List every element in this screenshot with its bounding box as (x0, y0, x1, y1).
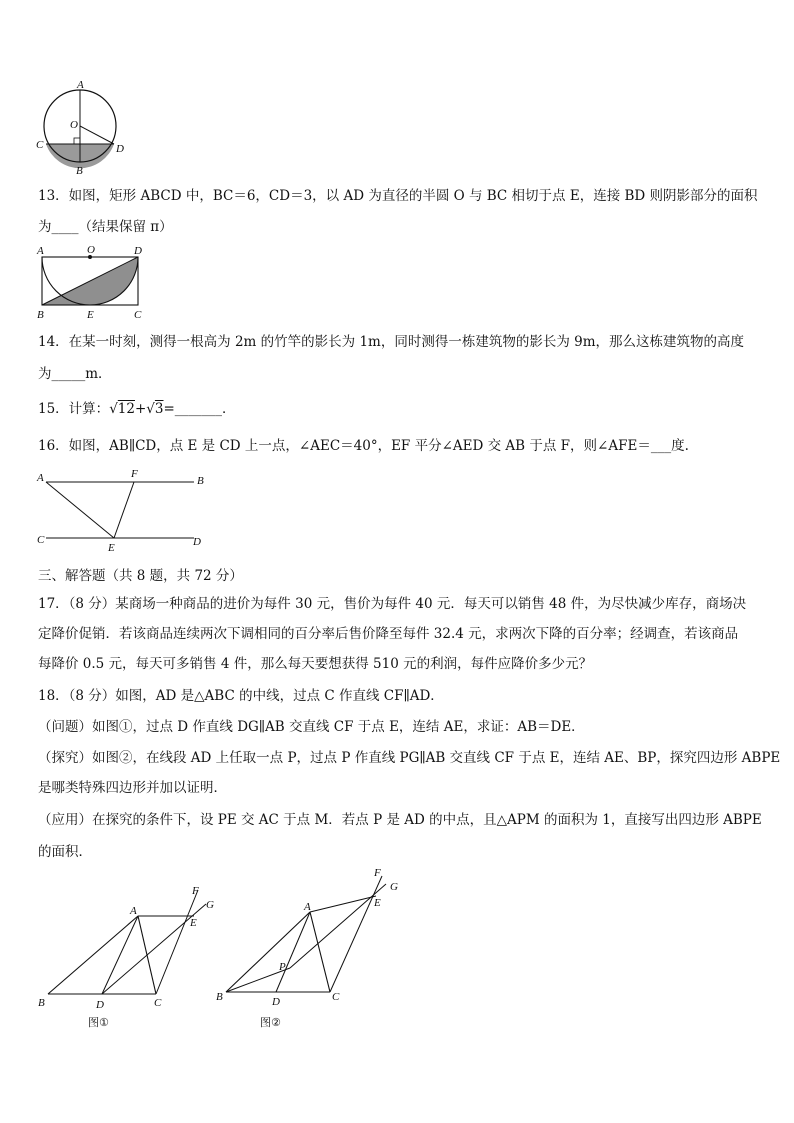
q15-prefix: 15．计算： (38, 401, 110, 417)
q18-line1: 18．（8 分）如图，AD 是△ABC 的中线，过点 C 作直线 CF∥AD． (38, 688, 444, 704)
figure-2 (210, 862, 420, 1032)
rect-label-a: A (37, 245, 44, 257)
q18-line2: （问题）如图①，过点 D 作直线 DG∥AB 交直线 CF 于点 E，连结 AE，求证：AB＝DE． (38, 719, 585, 735)
fig2-label-e: E (374, 897, 381, 909)
fig1-label-f: F (192, 885, 199, 897)
figure-1 (30, 880, 230, 1030)
q18-line3: （探究）如图②，在线段 AD 上任取一点 P，过点 P 作直线 PG∥AB 交直线 CF 于点 E，连结 AE、BP，探究四边形 ABPE (38, 750, 781, 766)
fig2-label-c: C (332, 991, 340, 1003)
rect-label-d: D (134, 245, 142, 257)
q13-line1: 13．如图，矩形 ABCD 中，BC＝6，CD＝3，以 AD 为直径的半圆 O 与 BC 相切于点 E，连接 BD 则阴影部分的面积 (38, 188, 758, 204)
q16-line1: 16．如图，AB∥CD，点 E 是 CD 上一点，∠AEC＝40°，EF 平分∠AED 交 AB 于点 F，则∠AFE＝___度. (38, 438, 689, 454)
fig2-label-g: G (390, 881, 398, 893)
parallel-label-c: C (37, 534, 45, 546)
rect-label-e: E (87, 309, 94, 321)
parallel-figure (34, 464, 214, 554)
fig1-label-d: D (96, 999, 104, 1011)
circle-label-b: B (76, 165, 83, 177)
q15-radicand-1: 12 (117, 401, 135, 417)
fig2-label-p: P (279, 961, 286, 973)
parallel-label-d: D (193, 536, 201, 548)
q18-line4: 是哪类特殊四边形并加以证明． (38, 780, 227, 796)
rect-label-b: B (37, 309, 44, 321)
circle-label-c: C (36, 139, 44, 151)
fig2-label-a: A (304, 901, 311, 913)
q15-suffix: =_______． (163, 401, 236, 417)
parallel-label-e: E (108, 542, 115, 554)
q14-line1: 14．在某一时刻，测得一根高为 2m 的竹竿的影长为 1m，同时测得一栋建筑物的影长为 9m，那么这栋建筑物的高度 (38, 334, 745, 350)
q17-line3: 每降价 0.5 元，每天可多销售 4 件，那么每天要想获得 510 元的利润，每件应降价多少元？ (38, 656, 593, 672)
fig2-label-f: F (374, 867, 381, 879)
fig1-caption: 图① (88, 1016, 109, 1029)
rect-label-o: O (87, 244, 95, 256)
fig1-label-c: C (154, 997, 162, 1009)
parallel-label-b: B (197, 475, 204, 487)
fig1-label-e: E (190, 917, 197, 929)
fig2-label-d: D (272, 996, 280, 1008)
section-3-heading: 三、解答题（共 8 题，共 72 分） (38, 568, 243, 584)
q15-line: 15．计算：√12+√3=_______． (38, 401, 236, 417)
q17-line1: 17．（8 分）某商场一种商品的进价为每件 30 元，售价为每件 40 元．每天可以销售 48 件，为尽快减少库存，商场决 (38, 596, 747, 612)
q15-plus: + (134, 401, 147, 417)
fig2-caption: 图② (260, 1016, 281, 1029)
q18-line6: 的面积． (38, 844, 92, 860)
circle-label-a: A (77, 79, 84, 91)
fig1-label-g: G (206, 899, 214, 911)
parallel-label-f: F (131, 468, 138, 480)
q18-line5: （应用）在探究的条件下，设 PE 交 AC 于点 M．若点 P 是 AD 的中点，且△APM 的面积为 1，直接写出四边形 ABPE (38, 812, 762, 828)
circle-label-o: O (70, 119, 78, 131)
fig2-label-b: B (216, 991, 223, 1003)
circle-figure (30, 78, 130, 178)
rect-figure (32, 244, 162, 324)
fig1-label-b: B (38, 997, 45, 1009)
fig1-label-a: A (130, 905, 137, 917)
q13-line2: 为____（结果保留 π） (38, 219, 173, 235)
q17-line2: 定降价促销．若该商品连续两次下调相同的百分率后售价降至每件 32.4 元，求两次下降的百分率；经调查，若该商品 (38, 626, 739, 642)
circle-label-d: D (116, 143, 124, 155)
q15-radicand-2: 3 (154, 401, 164, 417)
rect-label-c: C (134, 309, 142, 321)
parallel-label-a: A (37, 472, 44, 484)
q14-line2: 为_____m． (38, 366, 112, 382)
